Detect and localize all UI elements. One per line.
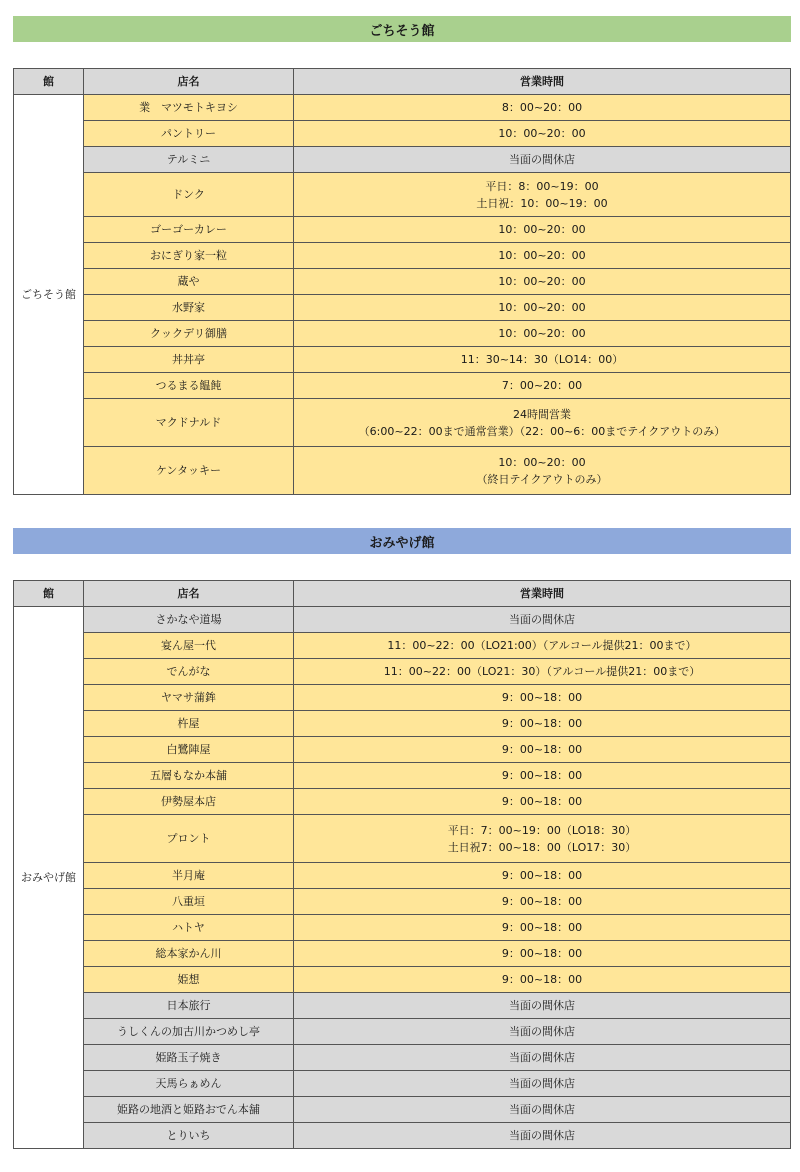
hours-cell — [294, 373, 791, 399]
hours-cell — [294, 1097, 791, 1123]
hours-cell — [294, 815, 791, 863]
hours-cell — [294, 95, 791, 121]
table-row — [14, 607, 791, 633]
hours-line: 24時間営業 — [513, 407, 571, 421]
table-row — [14, 269, 791, 295]
header-hours: 営業時間 — [294, 581, 791, 607]
hours-line: 9：00~18：00 — [501, 769, 583, 782]
shop-name-cell: テルミニ — [84, 147, 294, 173]
shop-name-cell: 五層もなか本舗 — [84, 763, 294, 789]
table-row — [14, 217, 791, 243]
hours-cell — [294, 147, 791, 173]
hours-cell — [294, 399, 791, 447]
table-row — [14, 763, 791, 789]
hours-line: 土日祝7：00~18：00（LO17：30） — [447, 840, 637, 854]
shop-name-cell: 姫路玉子焼き — [84, 1045, 294, 1071]
shop-name-cell: プロント — [84, 815, 294, 863]
shop-name-cell: ヤマサ蒲鉾 — [84, 685, 294, 711]
table-row — [14, 173, 791, 217]
header-hours: 営業時間 — [294, 69, 791, 95]
table-row — [14, 95, 791, 121]
shop-name-cell: 業 マツモトキヨシ — [84, 95, 294, 121]
table-row — [14, 1097, 791, 1123]
header-shop-name: 店名 — [84, 69, 294, 95]
hours-cell — [294, 889, 791, 915]
shop-name-cell: 天馬らぁめん — [84, 1071, 294, 1097]
building-cell: おみやげ館 — [14, 607, 84, 1149]
hours-cell — [294, 941, 791, 967]
shop-name-cell: 総本家かん川 — [84, 941, 294, 967]
table-row — [14, 321, 791, 347]
hours-line: 9：00~18：00 — [501, 973, 583, 986]
shop-name-cell: つるまる饂飩 — [84, 373, 294, 399]
hours-cell — [294, 1071, 791, 1097]
hours-line: 7：00~20：00 — [501, 379, 583, 392]
table-row — [14, 815, 791, 863]
hours-cell — [294, 763, 791, 789]
shop-name-cell: とりいち — [84, 1123, 294, 1149]
hours-line: 10：00~20：00 — [498, 249, 586, 262]
shop-name-cell: クックデリ御膳 — [84, 321, 294, 347]
table-row — [14, 1045, 791, 1071]
hours-line: 11：00~22：00（LO21:00）（アルコール提供21：00まで） — [387, 639, 697, 652]
hours-cell — [294, 217, 791, 243]
hours-cell — [294, 737, 791, 763]
hours-line: 10：00~20：00 — [498, 127, 586, 140]
hours-cell — [294, 993, 791, 1019]
shop-name-cell: 白鷺陣屋 — [84, 737, 294, 763]
hours-line: 当面の間休店 — [509, 1025, 575, 1038]
shop-name-cell: ハトヤ — [84, 915, 294, 941]
shop-name-cell: 半月庵 — [84, 863, 294, 889]
header-building: 館 — [14, 69, 84, 95]
shop-name-cell: マクドナルド — [84, 399, 294, 447]
hours-cell — [294, 789, 791, 815]
shop-name-cell: でんがな — [84, 659, 294, 685]
shop-name-cell: 姫想 — [84, 967, 294, 993]
shop-name-cell: 日本旅行 — [84, 993, 294, 1019]
hours-line: （6:00~22：00まで通常営業）（22：00~6：00までテイクアウトのみ） — [358, 424, 726, 438]
table-row — [14, 1071, 791, 1097]
hours-line: 10：00~20：00 — [498, 455, 586, 469]
hours-cell — [294, 711, 791, 737]
hours-line: 9：00~18：00 — [501, 691, 583, 704]
table-row — [14, 295, 791, 321]
building-cell: ごちそう館 — [14, 95, 84, 495]
hours-cell — [294, 633, 791, 659]
table-row — [14, 889, 791, 915]
hours-cell — [294, 295, 791, 321]
hours-line: 当面の間休店 — [509, 1129, 575, 1142]
hours-line: 10：00~20：00 — [498, 275, 586, 288]
hours-cell — [294, 1019, 791, 1045]
hours-line: （終日テイクアウトのみ） — [476, 472, 608, 486]
hours-cell — [294, 659, 791, 685]
shop-name-cell: 水野家 — [84, 295, 294, 321]
table-row — [14, 711, 791, 737]
hours-line: 10：00~20：00 — [498, 301, 586, 314]
hours-line: 9：00~18：00 — [501, 743, 583, 756]
gochisou-table — [13, 68, 791, 495]
table-row — [14, 941, 791, 967]
table-row — [14, 347, 791, 373]
table-row — [14, 993, 791, 1019]
shop-name-cell: 八重垣 — [84, 889, 294, 915]
table-row — [14, 373, 791, 399]
shop-name-cell: パントリー — [84, 121, 294, 147]
hours-line: 9：00~18：00 — [501, 947, 583, 960]
hours-line: 当面の間休店 — [509, 1051, 575, 1064]
hours-line: 9：00~18：00 — [501, 895, 583, 908]
table-row — [14, 147, 791, 173]
hours-cell — [294, 863, 791, 889]
hours-line: 11：30~14：30（LO14：00） — [460, 353, 624, 366]
hours-line: 平日：7：00~19：00（LO18：30） — [447, 823, 637, 837]
shop-name-cell: 杵屋 — [84, 711, 294, 737]
shop-name-cell: おにぎり家一粒 — [84, 243, 294, 269]
table-row — [14, 447, 791, 495]
hours-line: 当面の間休店 — [509, 613, 575, 626]
table-row — [14, 685, 791, 711]
shop-name-cell: ケンタッキー — [84, 447, 294, 495]
shop-name-cell: 伊勢屋本店 — [84, 789, 294, 815]
table-row — [14, 659, 791, 685]
shop-name-cell: 姫路の地酒と姫路おでん本舗 — [84, 1097, 294, 1123]
hours-cell — [294, 173, 791, 217]
gochisou-banner — [13, 16, 791, 42]
shop-name-cell: 丼丼亭 — [84, 347, 294, 373]
hours-line: 当面の間休店 — [509, 1103, 575, 1116]
hours-cell — [294, 121, 791, 147]
hours-cell — [294, 321, 791, 347]
hours-line: 当面の間休店 — [509, 1077, 575, 1090]
table-row — [14, 967, 791, 993]
hours-line: 当面の間休店 — [509, 153, 575, 166]
shop-name-cell: 蔵や — [84, 269, 294, 295]
table-row — [14, 399, 791, 447]
hours-line: 土日祝：10：00~19：00 — [476, 196, 608, 210]
hours-line: 10：00~20：00 — [498, 327, 586, 340]
hours-cell — [294, 915, 791, 941]
table-row — [14, 243, 791, 269]
hours-line: 9：00~18：00 — [501, 795, 583, 808]
hours-cell — [294, 243, 791, 269]
table-row — [14, 633, 791, 659]
omiyage-banner — [13, 528, 791, 554]
table-row — [14, 1019, 791, 1045]
header-building: 館 — [14, 581, 84, 607]
hours-line: 10：00~20：00 — [498, 223, 586, 236]
hours-line: 当面の間休店 — [509, 999, 575, 1012]
table-row — [14, 915, 791, 941]
table-row — [14, 789, 791, 815]
header-shop-name: 店名 — [84, 581, 294, 607]
omiyage-banner-title: おみやげ館 — [369, 535, 435, 551]
hours-cell — [294, 685, 791, 711]
omiyage-table — [13, 580, 791, 1149]
hours-line: 8：00~20：00 — [501, 101, 583, 114]
hours-line: 平日：8：00~19：00 — [485, 179, 599, 193]
shop-name-cell: ドンク — [84, 173, 294, 217]
hours-line: 9：00~18：00 — [501, 717, 583, 730]
shop-name-cell: ゴーゴーカレー — [84, 217, 294, 243]
hours-cell — [294, 447, 791, 495]
hours-line: 9：00~18：00 — [501, 921, 583, 934]
shop-name-cell: さかなや道場 — [84, 607, 294, 633]
hours-cell — [294, 607, 791, 633]
shop-name-cell: うしくんの加古川かつめし亭 — [84, 1019, 294, 1045]
table-row — [14, 1123, 791, 1149]
shop-name-cell: 宴ん屋一代 — [84, 633, 294, 659]
table-row — [14, 863, 791, 889]
hours-line: 11：00~22：00（LO21：30）（アルコール提供21：00まで） — [383, 665, 701, 678]
gochisou-banner-title: ごちそう館 — [369, 23, 435, 39]
hours-line: 9：00~18：00 — [501, 869, 583, 882]
hours-cell — [294, 1123, 791, 1149]
hours-cell — [294, 967, 791, 993]
hours-cell — [294, 347, 791, 373]
hours-cell — [294, 1045, 791, 1071]
hours-cell — [294, 269, 791, 295]
table-row — [14, 121, 791, 147]
table-row — [14, 737, 791, 763]
